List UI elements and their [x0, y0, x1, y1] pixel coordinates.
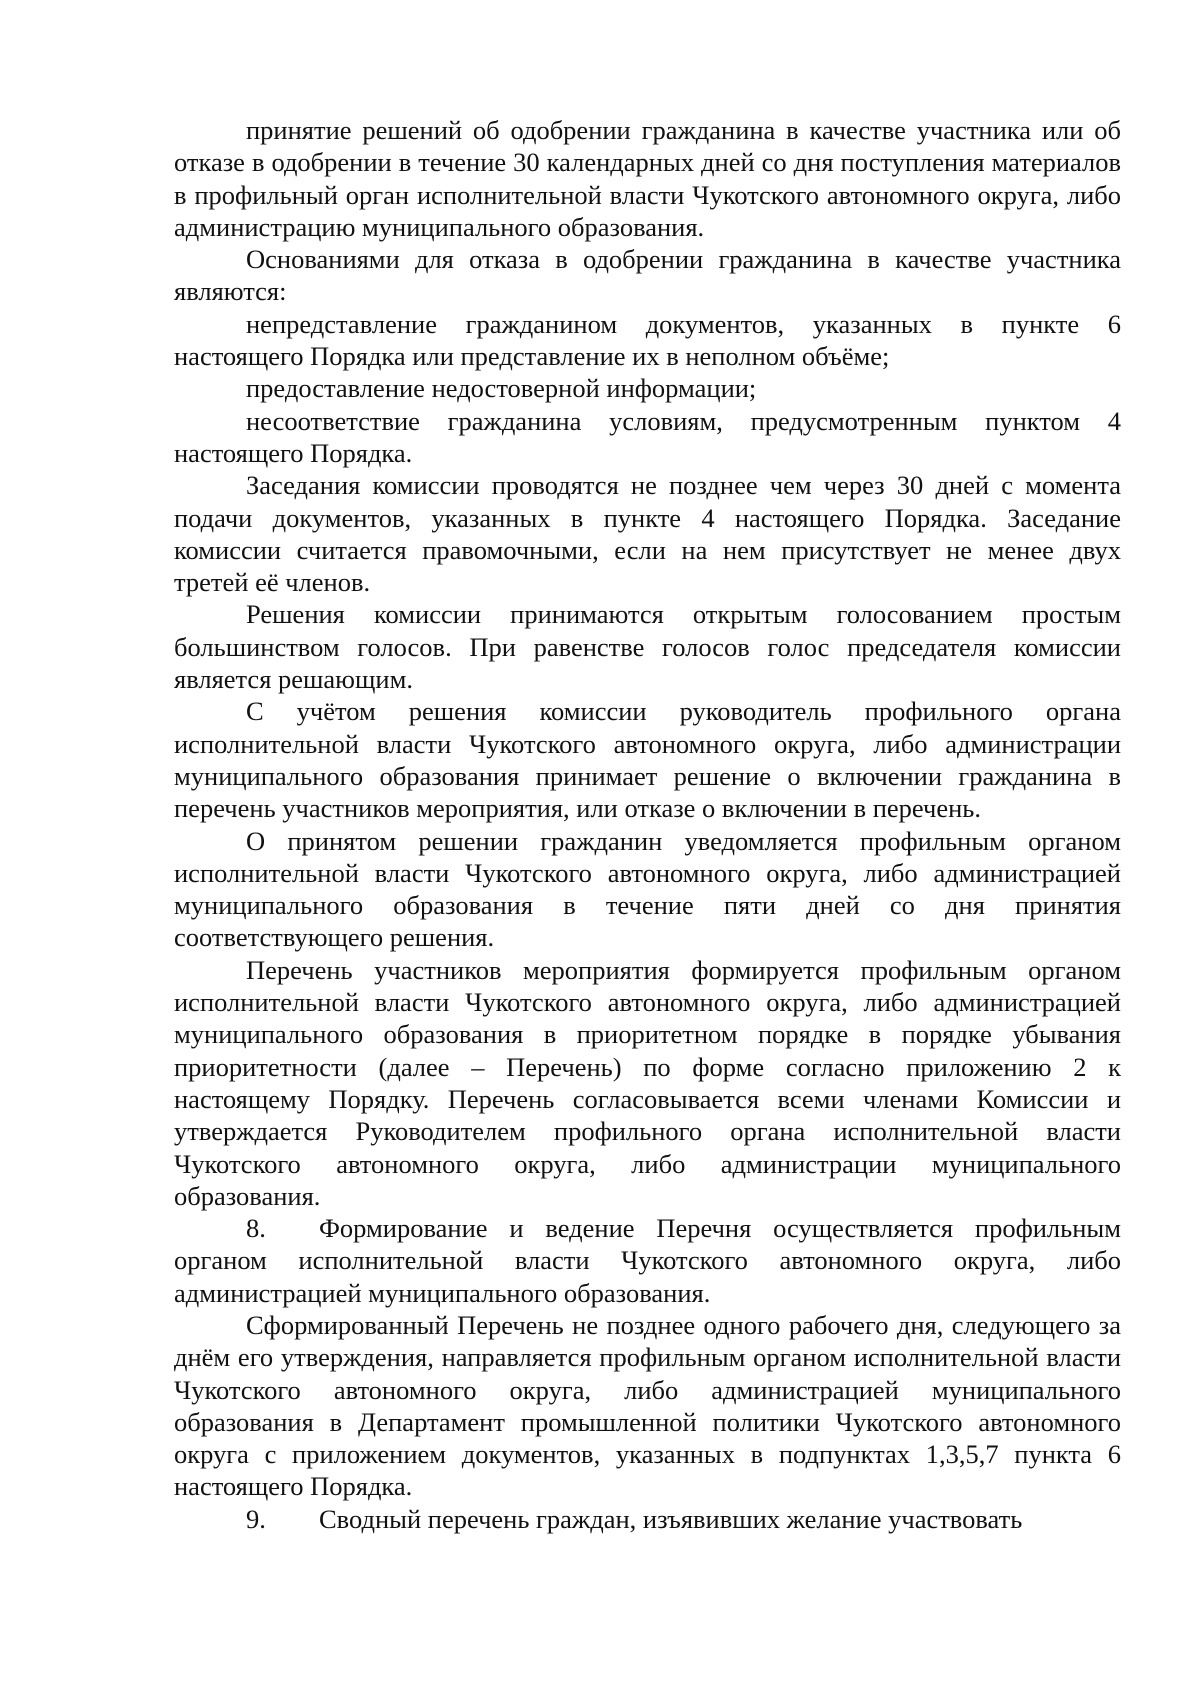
paragraph-number: 9. [246, 1503, 266, 1534]
paragraph: С учётом решения комиссии руководитель профильного органа исполнительной власти Чукотского автономного округа, либо администрации муниципального образования принимает решение о включении гражданина в перечень участников мероприятия, или отказе о включении в перечень. [174, 696, 1121, 824]
paragraph: непредставление гражданином документов, указанных в пункте 6 настоящего Порядка или представление их в неполном объёме; [174, 308, 1121, 372]
paragraph: предоставление недостоверной информации; [246, 373, 757, 404]
document-body [174, 114, 1121, 1535]
paragraph-text: Формирование и ведение Перечня осуществляется профильным органом исполнительной власти Чукотского автономного округа, либо администрацией муниципального образования. [174, 1213, 1121, 1308]
numbered-paragraph-8 [174, 1212, 1121, 1309]
numbered-paragraph-9 [174, 1503, 1121, 1535]
paragraph-number: 8. [246, 1213, 266, 1244]
paragraph: принятие решений об одобрении гражданина в качестве участника или об отказе в одобрении в течение 30 календарных дней со дня поступления материалов в профильный орган исполнительной власти Чукотского автономного округа, либо администрацию муниципального образования. [174, 115, 1121, 242]
paragraph: Перечень участников мероприятия формируется профильным органом исполнительной власти Чукотского автономного округа, либо администрацией муниципального образования в приоритетном порядке в порядке убывания приоритетности (далее – Перечень) по форме согласно приложению 2 к настоящему Порядку. Перечень согласовывается всеми членами Комиссии и утверждается Руководителем профильного органа исполнительной власти Чукотского автономного округа, либо администрации муниципального образования. [174, 954, 1121, 1211]
paragraph: несоответствие гражданина условиям, предусмотренным пунктом 4 настоящего Порядка. [174, 405, 1121, 468]
paragraph: Сформированный Перечень не позднее одного рабочего дня, следующего за днём его утверждения, направляется профильным органом исполнительной власти Чукотского автономного округа, либо администрацией муниципального образования в Департамент промышленной политики Чукотского автономного округа с приложением документов, указанных в подпунктах 1,3,5,7 пункта 6 настоящего Порядка. [174, 1309, 1121, 1502]
paragraph: Заседания комиссии проводятся не позднее чем через 30 дней с момента подачи документов, указанных в пункте 4 настоящего Порядка. Заседание комиссии считается правомочными, если на нем присутствует не менее двух третей её членов. [174, 470, 1121, 598]
paragraph-text: Сводный перечень граждан, изъявивших желание участвовать [319, 1503, 1023, 1534]
paragraph: Основаниями для отказа в одобрении гражданина в качестве участника являются: [174, 244, 1121, 307]
paragraph: О принятом решении гражданин уведомляется профильным органом исполнительной власти Чукотского автономного округа, либо администрацией муниципального образования в течение пяти дней со дня принятия соответствующего решения. [174, 825, 1121, 953]
paragraph: Решения комиссии принимаются открытым голосованием простым большинством голосов. При равенстве голосов голос председателя комиссии является решающим. [174, 599, 1121, 695]
